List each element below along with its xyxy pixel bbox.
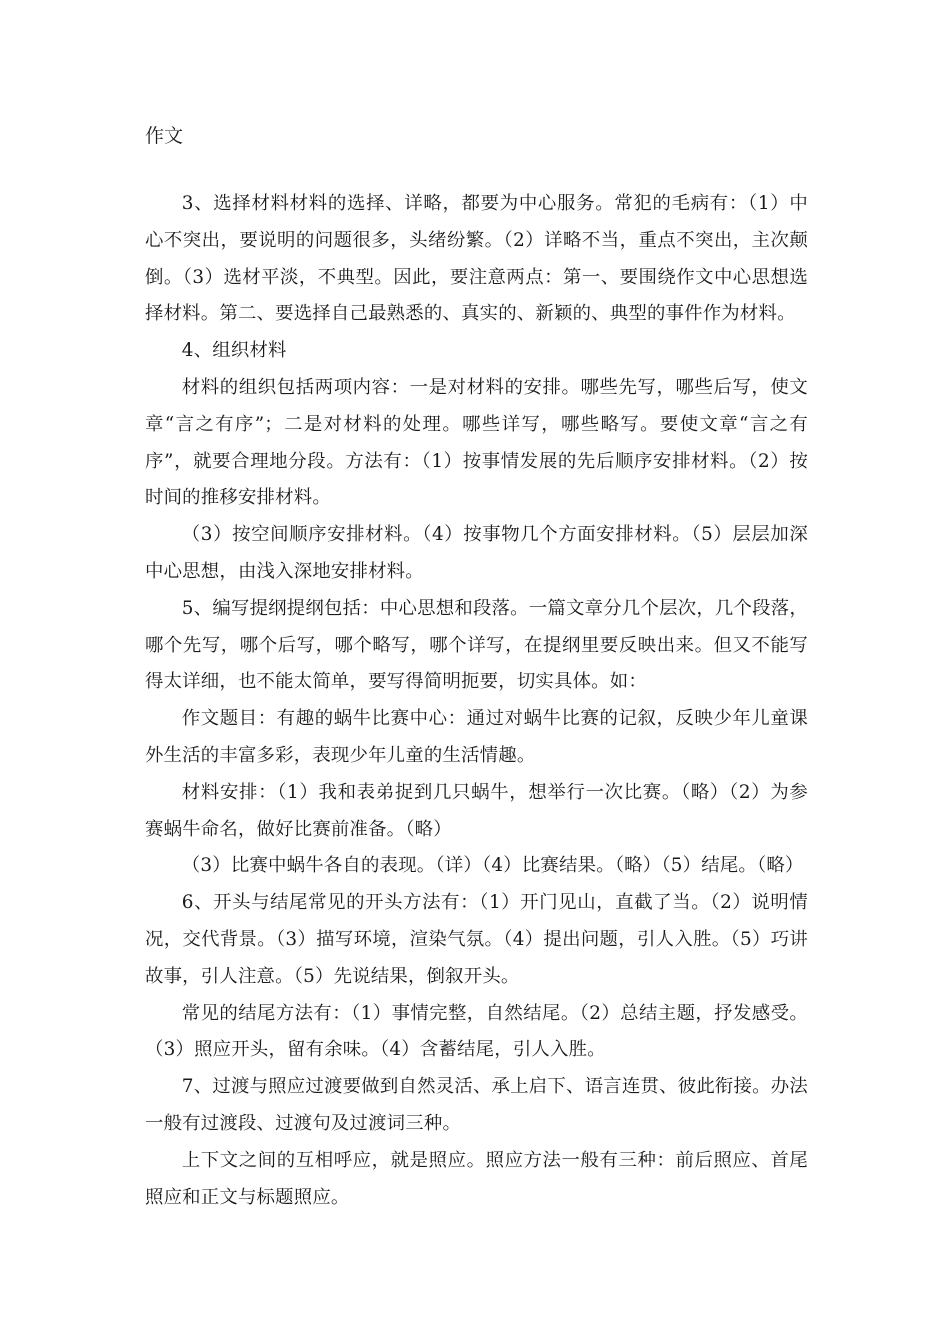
paragraph-material-arrangement: 材料安排：（1）我和表弟捉到几只蜗牛，想举行一次比赛。（略）（2）为参赛蜗牛命名，做好比赛前准备。（略） [145,781,808,840]
paragraph-material-arrangement-cont: （3）比赛中蜗牛各自的表现。（详）（4）比赛结果。（略）（5）结尾。（略） [181,855,804,877]
paragraph-transitions: 7、过渡与照应过渡要做到自然灵活、承上启下、语言连贯、彼此衔接。办法一般有过渡段、过渡句及过渡词三种。 [145,1076,808,1134]
document-body [145,186,808,1216]
paragraph-organize-materials: 材料的组织包括两项内容：一是对材料的安排。哪些先写，哪些后写，使文章“言之有序”；二是对材料的处理。哪些详写，哪些略写。要使文章“言之有序”，就要合理地分段。方法有：（1）按事情发展的先后顺序安排材料。（2）按时间的推移安排材料。 [145,376,808,509]
paragraph-example-topic: 作文题目：有趣的蜗牛比赛中心：通过对蜗牛比赛的记叙，反映少年儿童课外生活的丰富多彩，表现少年儿童的生活情趣。 [145,708,808,766]
paragraph-organize-methods: （3）按空间顺序安排材料。（4）按事物几个方面安排材料。（5）层层加深中心思想，由浅入深地安排材料。 [145,524,808,582]
paragraph-openings: 6、开头与结尾常见的开头方法有：（1）开门见山，直截了当。（2）说明情况，交代背景。（3）描写环境，渲染气氛。（4）提出问题，引人入胜。（5）巧讲故事，引人注意。（5）先说结果，倒叙开头。 [145,892,808,987]
paragraph-outline: 5、编写提纲提纲包括：中心思想和段落。一篇文章分几个层次，几个段落，哪个先写，哪个后写，哪个略写，哪个详写，在提纲里要反映出来。但又不能写得太详细，也不能太简单，要写得简明扼要，切实具体。如： [145,597,808,693]
paragraph-organize-materials-heading: 4、组织材料 [181,340,287,362]
paragraph-endings: 常见的结尾方法有：（1）事情完整，自然结尾。（2）总结主题，抒发感受。（3）照应开头，留有余味。（4）含蓄结尾，引人入胜。 [145,1002,808,1061]
paragraph-echoing: 上下文之间的互相呼应，就是照应。照应方法一般有三种：前后照应、首尾照应和正文与标题照应。 [145,1149,808,1208]
paragraph-select-materials: 3、选择材料材料的选择、详略，都要为中心服务。常犯的毛病有：（1）中心不突出，要说明的问题很多，头绪纷繁。（2）详略不当，重点不突出，主次颠倒。（3）选材平淡，不典型。因此，要注意两点：第一、要围绕作文中心思想选择材料。第二、要选择自己最熟悉的、真实的、新颖的、典型的事件作为材料。 [145,193,808,325]
document-title: 作文 [145,125,184,147]
